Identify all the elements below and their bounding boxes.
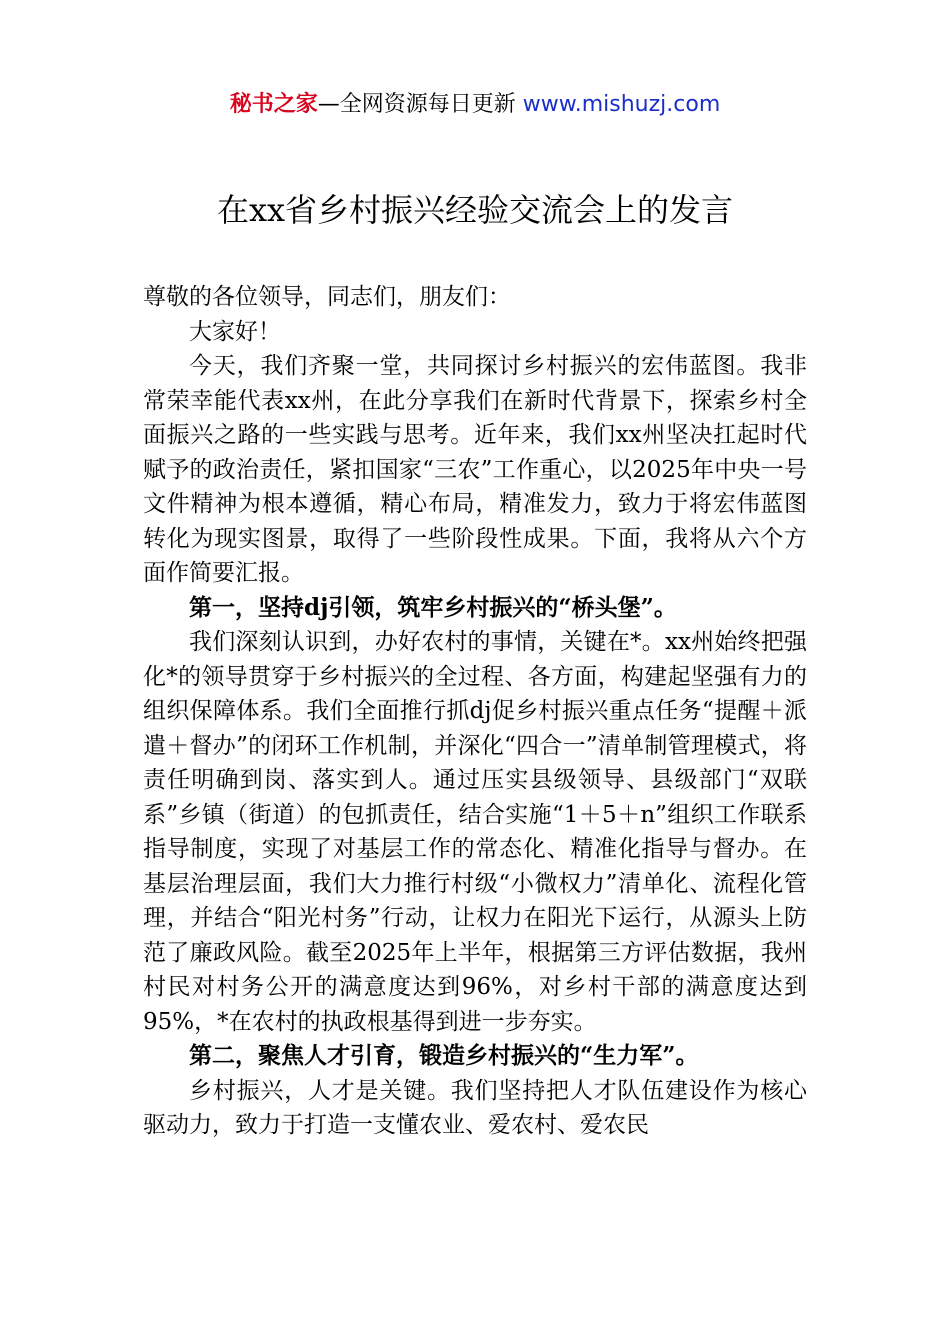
document-body — [143, 280, 807, 1143]
site-header — [0, 88, 950, 122]
greeting: 大家好！ — [189, 318, 281, 345]
section-heading-1-text: 第一，坚持dj引领，筑牢乡村振兴的“桥头堡”。 — [189, 593, 677, 621]
section-body-2: 乡村振兴，人才是关键。我们坚持把人才队伍建设作为核心驱动力，致力于打造一支懂农业、爱农村、爱农民 — [143, 1077, 807, 1138]
header-tagline: —全网资源每日更新 — [317, 92, 523, 117]
site-url-link[interactable]: www.mishuzj.com — [522, 92, 721, 117]
section-body-1: 我们深刻认识到，办好农村的事情，关键在*。xx州始终把强化*的领导贯穿于乡村振兴的全过程、各方面，构建起坚强有力的组织保障体系。我们全面推行抓dj促乡村振兴重点任务“提醒＋派遣＋督办”的闭环工作机制，并深化“四合一”清单制管理模式，将责任明确到岗、落实到人。通过压实县级领导、县级部门“双联系”乡镇（街道）的包抓责任，结合实施“1＋5＋n”组织工作联系指导制度，实现了对基层工作的常态化、精准化指导与督办。在基层治理层面，我们大力推行村级“小微权力”清单化、流程化管理，并结合“阳光村务”行动，让权力在阳光下运行，从源头上防范了廉政风险。截至2025年上半年，根据第三方评估数据，我州村民对村务公开的满意度达到96%，对乡村干部的满意度达到95%，*在农村的执政根基得到进一步夯实。 — [143, 629, 807, 1035]
section-heading-1 — [143, 591, 807, 626]
intro-paragraph: 今天，我们齐聚一堂，共同探讨乡村振兴的宏伟蓝图。我非常荣幸能代表xx州，在此分享我们在新时代背景下，探索乡村全面振兴之路的一些实践与思考。近年来，我们xx州坚决扛起时代赋予的政治责任，紧扣国家“三农”工作重心，以2025年中央一号文件精神为根本遵循，精心布局，精准发力，致力于将宏伟蓝图转化为现实图景，取得了一些阶段性成果。下面，我将从六个方面作简要汇报。 — [143, 353, 807, 586]
section-heading-2 — [143, 1039, 807, 1074]
document-title: 在xx省乡村振兴经验交流会上的发言 — [216, 191, 734, 229]
section-heading-2-text: 第二，聚焦人才引育，锻造乡村振兴的“生力军”。 — [189, 1042, 699, 1069]
salutation: 尊敬的各位领导，同志们，朋友们： — [143, 284, 511, 310]
brand-name: 秘书之家 — [229, 92, 318, 117]
